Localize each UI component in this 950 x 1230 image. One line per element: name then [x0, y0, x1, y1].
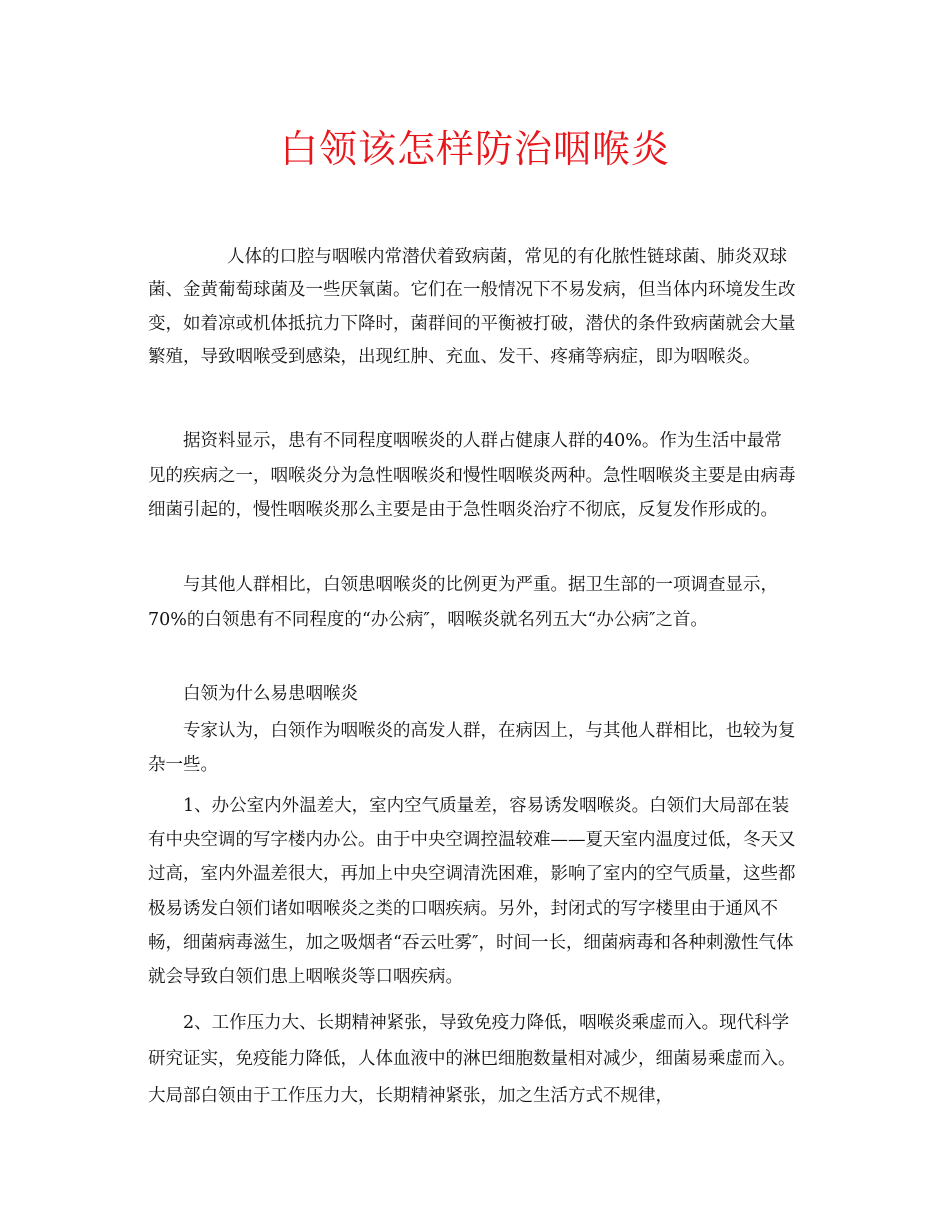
paragraph-block-1	[148, 241, 798, 374]
paragraph: 专家认为，白领作为咽喉炎的高发人群，在病因上，与其他人群相比，也较为复杂一些。	[148, 721, 796, 775]
paragraph-block-2	[148, 424, 798, 528]
paragraph: 2、工作压力大、长期精神紧张，导致免疫力降低，咽喉炎乘虚而入。现代科学研究证实，免疫能力降低，人体血液中的淋巴细胞数量相对减少，细菌易乘虚而入。大局部白领由于工作压力大，长期精神紧张，加之生活方式不规律，	[148, 1013, 796, 1106]
paragraph-block-5	[148, 714, 798, 782]
paragraph: 与其他人群相比，白领患咽喉炎的比例更为严重。据卫生部的一项调查显示，70%的白领患有不同程度的“办公病″，咽喉炎就名列五大“办公病″之首。	[148, 575, 778, 630]
paragraph-block-6	[148, 789, 798, 994]
document-title: 白领该怎样防治咽喉炎	[279, 127, 670, 171]
section-heading-block	[148, 677, 798, 711]
section-heading: 白领为什么易患咽喉炎	[183, 684, 358, 704]
paragraph: 人体的口腔与咽喉内常潜伏着致病菌，常见的有化脓性链球菌、肺炎双球菌、金黄葡萄球菌及一些厌氧菌。它们在一般情况下不易发病，但当体内环境发生改变，如着凉或机体抵抗力下降时，菌群间的平衡被打破，潜伏的条件致病菌就会大量繁殖，导致咽喉受到感染，出现红肿、充血、发干、疼痛等病症，即为咽喉炎。	[148, 247, 796, 367]
paragraph: 1、办公室内外温差大，室内空气质量差，容易诱发咽喉炎。白领们大局部在装有中央空调的写字楼内办公。由于中央空调控温较难——夏天室内温度过低，冬天又过高，室内外温差很大，再加上中央空调清洗困难，影响了室内的空气质量，这些都极易诱发白领们诸如咽喉炎之类的口咽疾病。另外，封闭式的写字楼里由于通风不畅，细菌病毒滋生，加之吸烟者“吞云吐雾″，时间一长，细菌病毒和各种刺激性气体就会导致白领们患上咽喉炎等口咽疾病。	[148, 796, 796, 988]
paragraph-block-3	[148, 568, 798, 637]
paragraph-block-7	[148, 1005, 798, 1114]
paragraph: 据资料显示，患有不同程度咽喉炎的人群占健康人群的40%。作为生活中最常见的疾病之一，咽喉炎分为急性咽喉炎和慢性咽喉炎两种。急性咽喉炎主要是由病毒细菌引起的，慢性咽喉炎那么主要是由于急性咽炎治疗不彻底，反复发作形成的。	[148, 431, 796, 521]
